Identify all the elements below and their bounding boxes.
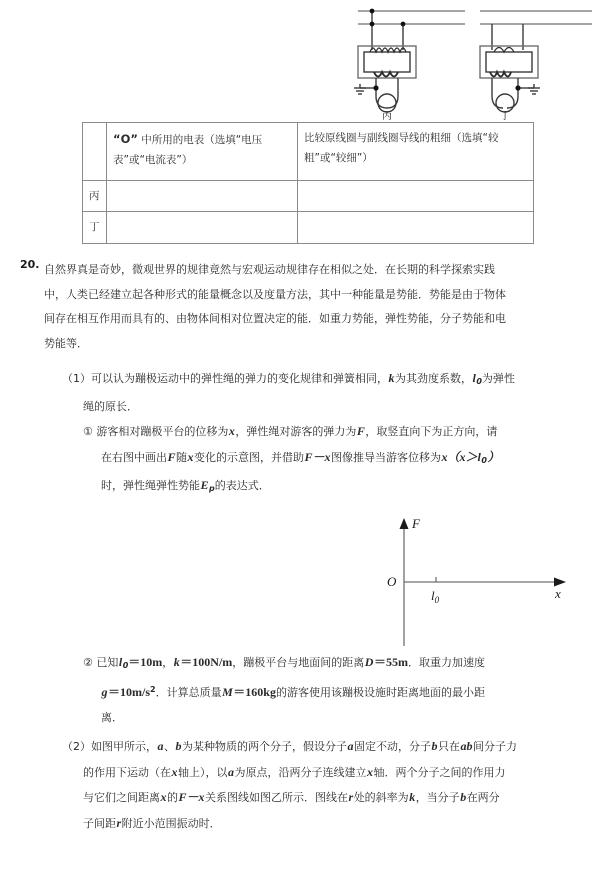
table-header-meter-line1: 中所用的电表（选填“电压 bbox=[137, 134, 263, 146]
item1-text-b: ，弹性绳对游客的弹力为 bbox=[235, 425, 357, 438]
transformer-right bbox=[480, 24, 540, 112]
var-D: D bbox=[364, 654, 374, 669]
expr-F-minus-x-2: F－x bbox=[178, 790, 205, 804]
item2-l2-a: ．计算总质量 bbox=[155, 686, 222, 699]
item2-l1-a: 已知 bbox=[96, 655, 119, 669]
val-M: ＝160kg bbox=[233, 685, 276, 699]
intro-line-3: 间存在相互作用而具有的、由物体间相对位置决定的能．如重力势能，弹性势能，分子势能和电 bbox=[44, 312, 506, 325]
part2-l1-d: 固定不动，分子 bbox=[354, 740, 431, 753]
table-cell-bing-wire[interactable] bbox=[298, 181, 534, 212]
part1-text-b: 为其劲度系数， bbox=[395, 372, 472, 385]
part2-l2-d: 轴．两个分子之间的作用力 bbox=[373, 765, 506, 779]
table-corner-cell bbox=[83, 123, 107, 181]
primary-coil-left bbox=[370, 48, 406, 52]
var-ab: ab bbox=[460, 739, 473, 753]
part1-text-c: 为弹性 bbox=[481, 372, 515, 385]
item2-l2-b: 的游客使用该蹦极设施时距离地面的最小距 bbox=[275, 686, 485, 699]
quote-close-icon: ” bbox=[130, 132, 138, 146]
item2-l1-d: ．取重力加速度 bbox=[407, 655, 485, 669]
item1-l3-a: 时，弹性绳弹性势能 bbox=[101, 479, 200, 492]
part2-l3-d: 处的斜率为 bbox=[353, 791, 409, 804]
item-marker-1: ① bbox=[83, 425, 93, 438]
part1-item1-line-3 bbox=[101, 473, 605, 502]
item1-l2-c: 变化的示意图，并借助 bbox=[194, 450, 305, 464]
var-Ep: E bbox=[200, 478, 209, 492]
expr-F-minus-x: F－x bbox=[304, 449, 331, 464]
quote-open-icon: “ bbox=[113, 132, 121, 146]
circuit-diagram-svg bbox=[340, 2, 605, 120]
part2-l3-c: 关系图线如图乙所示．图线在 bbox=[205, 791, 349, 804]
part1-text-a: 可以认为蹦极运动中的弹性绳的弹力的变化规律和弹簧相同， bbox=[91, 372, 388, 385]
val-g-exponent: 2 bbox=[150, 685, 156, 694]
part2-l3-b: 的 bbox=[167, 791, 178, 804]
part1-line-1 bbox=[62, 366, 605, 395]
var-b-2: b bbox=[431, 739, 438, 753]
part2-line-2 bbox=[83, 760, 605, 786]
part2-line-4 bbox=[83, 811, 605, 837]
item1-l3-b: 的表达式． bbox=[214, 479, 270, 492]
table-header-row bbox=[83, 123, 534, 181]
var-F-2: F bbox=[167, 449, 176, 464]
y-axis-arrowhead bbox=[400, 518, 409, 529]
expr-x-gt-l0-end: ） bbox=[487, 449, 500, 464]
transformer-left bbox=[354, 11, 416, 112]
item1-l2-a: 在右图中画出 bbox=[101, 450, 167, 464]
ground-symbol-right bbox=[528, 84, 540, 94]
var-r-2: r bbox=[116, 815, 122, 830]
part2-marker: （2） bbox=[62, 740, 91, 753]
part2-l2-a: 的作用下运动（在 bbox=[83, 765, 171, 779]
part1-item2-line-2 bbox=[101, 678, 605, 706]
table-header-wire-line2: 粗”或“较细”） bbox=[304, 152, 373, 165]
var-l0-known-sub: 0 bbox=[122, 660, 129, 670]
var-a-2: a bbox=[347, 739, 354, 753]
part2-l1-c: 为某种物质的两个分子，假设分子 bbox=[182, 740, 347, 753]
part2-l1-f: 间分子力 bbox=[473, 740, 517, 753]
part2-l1-b: 、 bbox=[164, 740, 175, 753]
val-l0: ＝10m bbox=[128, 654, 163, 669]
part2-l4-b: 附近小范围振动时． bbox=[121, 816, 221, 830]
part2-l3-a: 与它们之间距离 bbox=[83, 791, 160, 804]
part2-l2-c: 为原点，沿两分子连线建立 bbox=[234, 765, 367, 779]
var-x-axis-2: x bbox=[367, 764, 373, 779]
part1-item1-line-2 bbox=[101, 445, 605, 474]
part2-l2-b: 轴上），以 bbox=[178, 765, 228, 779]
table-header-wire-line1: 比较原线圈与副线圈导线的粗细（选填“较 bbox=[304, 132, 499, 144]
item1-text-c: ，取竖直向下为正方向，请 bbox=[365, 425, 498, 438]
item1-l2-b: 随 bbox=[176, 450, 188, 464]
intro-line-1: 自然界真是奇妙，微观世界的规律竟然与宏观运动规律存在相似之处．在长期的科学探索实践 bbox=[44, 263, 495, 276]
expr-x-gt-l0: x（x＞l bbox=[441, 449, 481, 464]
expr-x-gt-l0-sub: 0 bbox=[481, 455, 487, 465]
intro-line-2: 中，人类已经建立起各种形式的能量概念以及度量方法，其中一种能量是势能．势能是由于物体 bbox=[44, 287, 506, 301]
var-x-axis: x bbox=[171, 764, 178, 779]
var-l0-known: l bbox=[118, 654, 123, 669]
part1-item2-line-3: 离． bbox=[101, 710, 123, 724]
meter-circle-right bbox=[496, 94, 514, 112]
table-cell-ding-wire[interactable] bbox=[298, 212, 534, 243]
table-cell-ding-meter[interactable] bbox=[107, 212, 298, 243]
circuit-label-bing: 丙 bbox=[382, 111, 392, 120]
var-Ep-sub: p bbox=[209, 484, 215, 493]
origin-label: O bbox=[387, 574, 397, 589]
var-b-vibrating: b bbox=[460, 790, 467, 804]
table-row-label-ding: 丁 bbox=[83, 212, 107, 243]
circuit-diagram-figure bbox=[340, 2, 605, 120]
var-g: g bbox=[101, 685, 108, 699]
table-row-label-bing: 丙 bbox=[83, 181, 107, 212]
var-r: r bbox=[348, 790, 354, 804]
item-marker-2: ② bbox=[83, 655, 93, 669]
part2-line-1 bbox=[62, 734, 605, 760]
var-b-molecule: b bbox=[175, 739, 182, 753]
part1-item1-line-1 bbox=[83, 419, 605, 445]
var-k-slope: k bbox=[409, 790, 416, 804]
var-a-molecule: a bbox=[157, 739, 164, 753]
x-axis-label: x bbox=[555, 586, 561, 601]
part2-line-3 bbox=[83, 785, 605, 811]
var-l0: l bbox=[472, 371, 476, 385]
part1-marker: （1） bbox=[62, 372, 91, 385]
val-g: ＝10m/s bbox=[108, 685, 151, 699]
intro-line-4: 势能等． bbox=[44, 336, 88, 350]
table-header-meter-line2: 表”或“电流表”） bbox=[113, 154, 193, 167]
y-axis-label: F bbox=[412, 516, 420, 531]
var-k-known: k bbox=[173, 654, 180, 669]
table-header-meter-type bbox=[107, 123, 298, 181]
var-M: M bbox=[222, 685, 233, 699]
item1-text-a: 游客相对蹦极平台的位移为 bbox=[96, 425, 229, 438]
item2-l1-b: ， bbox=[162, 655, 174, 669]
part2-l3-f: 在两分 bbox=[466, 791, 500, 804]
item2-l1-c: ，蹦极平台与地面间的距离 bbox=[232, 655, 365, 669]
table-header-wire-thickness bbox=[298, 123, 534, 181]
meter-circle-left bbox=[378, 94, 396, 112]
part2-l3-e: ，当分子 bbox=[415, 791, 460, 804]
part2-l1-a: 如图甲所示， bbox=[91, 740, 157, 753]
item1-l2-d: 图像推导当游客位移为 bbox=[331, 450, 442, 464]
var-x-dist: x bbox=[160, 790, 167, 804]
table-row bbox=[83, 212, 534, 243]
val-D: ＝55m bbox=[373, 654, 408, 669]
answer-table-wrapper bbox=[82, 122, 533, 244]
table-row bbox=[83, 181, 534, 212]
part1-line-2: 绳的原长． bbox=[83, 399, 138, 413]
part2-l1-e: 只在 bbox=[438, 740, 460, 753]
table-cell-bing-meter[interactable] bbox=[107, 181, 298, 212]
circuit-label-ding: 丁 bbox=[500, 111, 510, 120]
force-displacement-axes-figure bbox=[378, 516, 578, 656]
axes-svg bbox=[378, 516, 578, 656]
junction-dots-right bbox=[515, 85, 520, 90]
tick-label-l0: $l_0$ bbox=[431, 588, 440, 605]
var-F: F bbox=[356, 424, 365, 438]
var-x-2: x bbox=[187, 449, 194, 464]
var-x: x bbox=[228, 424, 235, 438]
var-a-origin: a bbox=[228, 764, 234, 779]
part2-l4-a: 子间距 bbox=[83, 816, 116, 830]
answer-table bbox=[82, 122, 534, 244]
var-k: k bbox=[388, 371, 395, 385]
circle-o-icon: O bbox=[120, 132, 131, 146]
val-k: ＝100N/m bbox=[180, 654, 233, 669]
question-number: 20. bbox=[20, 258, 40, 271]
var-l0-sub: 0 bbox=[476, 377, 482, 386]
ground-symbol-left bbox=[354, 84, 366, 94]
